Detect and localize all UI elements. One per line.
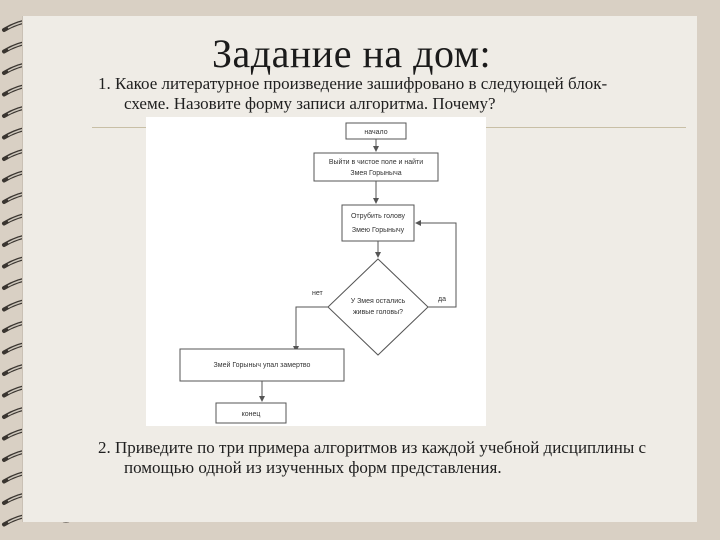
task-1-line-1: 1. Какое литературное произведение зашифровано в следующей блок- (98, 74, 608, 93)
slide-title: Задание на дом: (212, 31, 492, 76)
flow-end-label: конец (241, 411, 261, 418)
flowchart-image (146, 117, 486, 426)
flow-decision-line-1: У Змея остались (350, 298, 406, 305)
flow-step-1-line-1: Выйти в чистое поле и найти (328, 159, 424, 166)
task-1-line-2: схеме. Назовите форму записи алгоритма. Почему? (124, 94, 496, 113)
flow-step-2-line-2: Змею Горынычу (351, 227, 405, 234)
flow-step-2-block (342, 205, 414, 241)
task-2-line-2: помощью одной из изученных форм представления. (124, 458, 502, 477)
flow-result-label: Змей Горыныч упал замертво (213, 362, 311, 369)
task-2-line-1: 2. Приведите по три примера алгоритмов из каждой учебной дисциплины с (98, 438, 647, 457)
flow-decision-block (328, 259, 428, 355)
task-1 (98, 74, 688, 114)
flow-start-label: начало (364, 129, 388, 136)
flow-no-label: нет (312, 290, 323, 297)
task-2 (98, 438, 688, 478)
flow-yes-label: да (438, 296, 446, 303)
flow-decision-line-2: живые головы? (352, 309, 404, 316)
flow-step-2-line-1: Отрубить голову (350, 213, 406, 220)
flow-step-1-line-2: Змея Горыныча (350, 170, 402, 177)
flowchart-diagram (146, 117, 486, 426)
